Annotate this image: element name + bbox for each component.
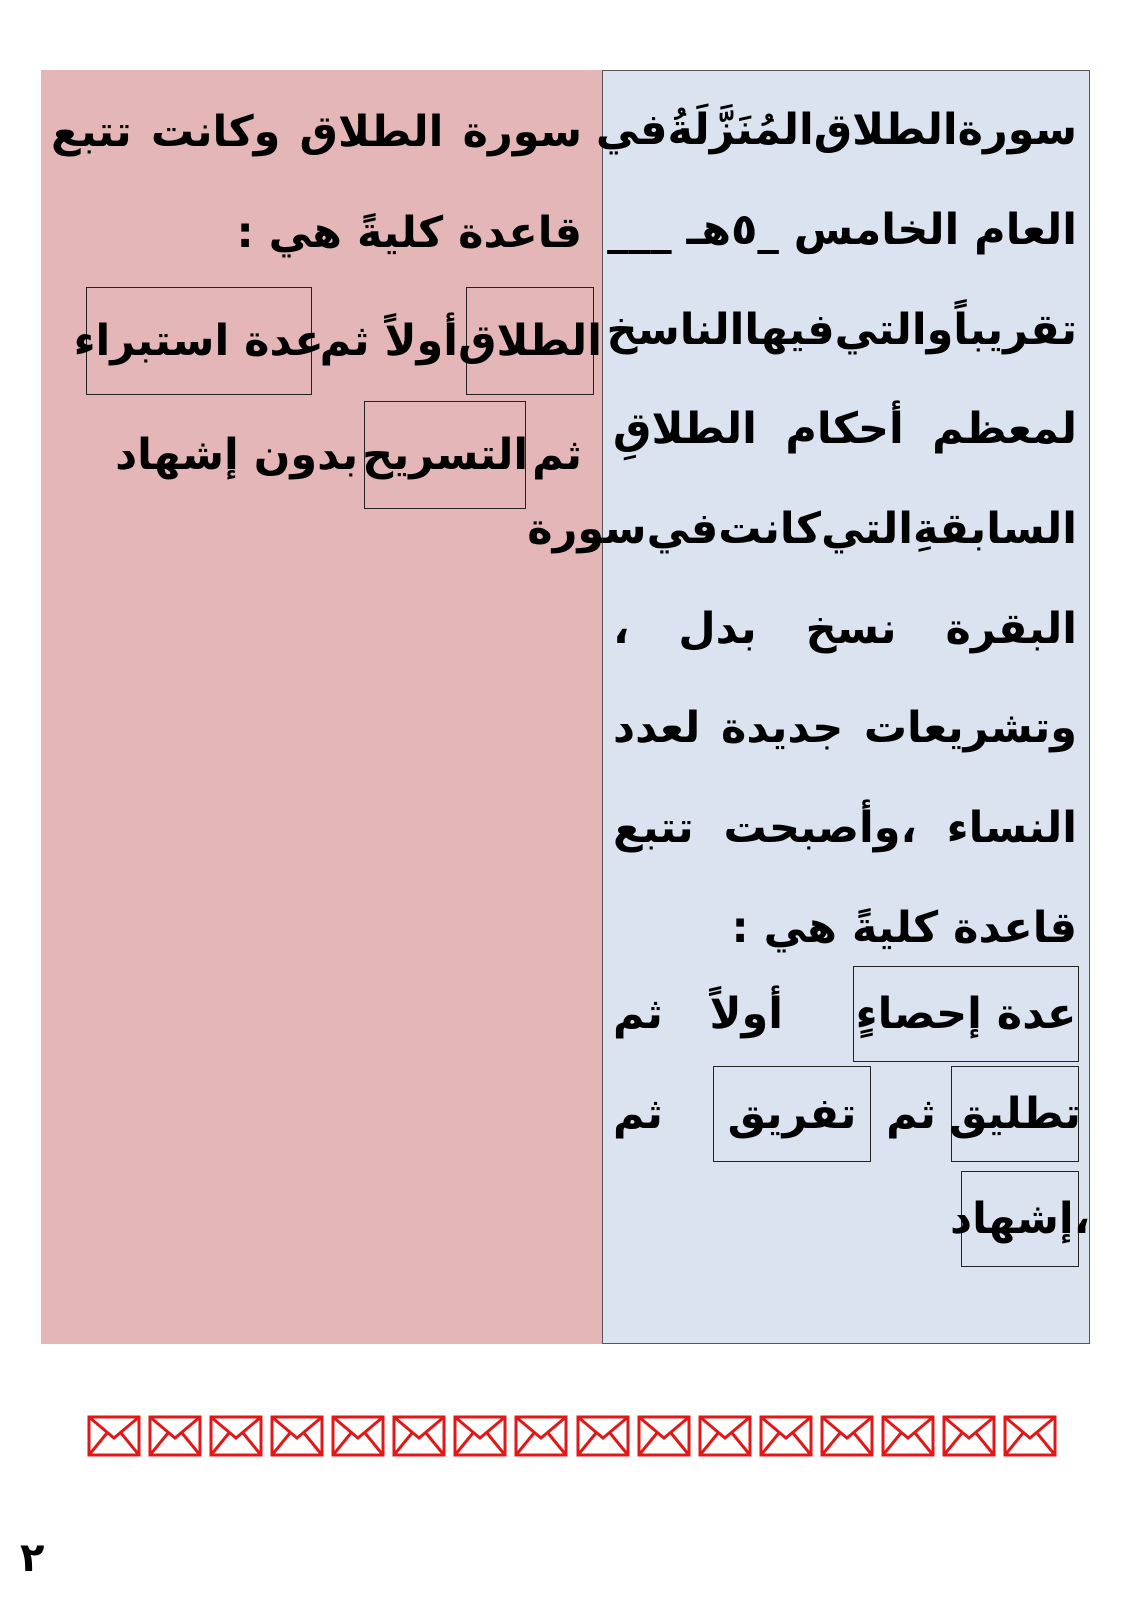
word: الطلاق <box>299 107 444 157</box>
envelope-icon <box>759 1414 813 1458</box>
line-text: أولاً ثم <box>319 315 458 366</box>
left-panel <box>41 70 602 1344</box>
word: في <box>595 105 668 155</box>
envelope-icon <box>820 1414 874 1458</box>
right-line-1 <box>595 105 1077 155</box>
word: ،وأصبحت <box>723 803 917 853</box>
word: نسخ <box>805 604 897 654</box>
right-line-9: قاعدة كليةً هي : <box>731 903 1077 953</box>
right-box-row-2 <box>613 1066 1079 1162</box>
word: النساء <box>946 803 1077 853</box>
right-line-6 <box>613 604 1077 654</box>
line-prefix: ثم <box>532 429 582 480</box>
envelope-icon <box>698 1414 752 1458</box>
left-line-1 <box>51 107 582 157</box>
middle-text: ثم <box>886 1088 936 1139</box>
word: أحكام <box>785 404 904 454</box>
word: لمعظم <box>932 404 1077 454</box>
word: وكانت <box>150 107 281 157</box>
word: تتبع <box>51 107 132 157</box>
envelope-icon <box>392 1414 446 1458</box>
boxed-term-ishhad: ،إشهاد <box>961 1171 1079 1267</box>
envelope-icon <box>942 1414 996 1458</box>
right-line-7 <box>613 703 1077 753</box>
word: كانت <box>718 504 822 554</box>
boxed-term-iddat-istibra: عدة استبراء <box>86 287 312 395</box>
right-line-4 <box>613 404 1077 454</box>
envelope-icon <box>637 1414 691 1458</box>
right-line-5 <box>527 504 1077 554</box>
boxed-term-tasrih: التسريح <box>364 401 526 509</box>
word: والتي <box>834 305 954 355</box>
word: الناسخ <box>606 305 745 355</box>
end-text: ثم <box>613 1088 663 1139</box>
word: بدل <box>678 604 757 654</box>
word: سورة <box>462 107 582 157</box>
word: وتشريعات <box>863 703 1077 753</box>
boxed-term-tafriq: تفريق <box>713 1066 871 1162</box>
word: سورة <box>527 504 647 554</box>
word: تقريباً <box>953 305 1077 355</box>
right-panel <box>527 70 1090 1344</box>
left-line-2: قاعدة كليةً هي : <box>236 208 582 258</box>
word: جديدة <box>720 703 844 753</box>
envelope-icon <box>881 1414 935 1458</box>
envelope-icon <box>576 1414 630 1458</box>
page-number: ٢ <box>20 1535 45 1581</box>
envelope-icon <box>514 1414 568 1458</box>
left-line-4 <box>115 400 582 510</box>
line-suffix: بدون إشهاد <box>115 429 359 480</box>
word: البقرة <box>945 604 1077 654</box>
envelope-icon <box>209 1414 263 1458</box>
boxed-term-tatliq: تطليق <box>951 1066 1079 1162</box>
right-box-row-3 <box>950 1171 1090 1267</box>
word: في <box>646 504 719 554</box>
right-box-row-1 <box>613 966 1079 1062</box>
word: المُنَزَّلَةُ <box>667 105 814 155</box>
right-line-3 <box>606 305 1077 355</box>
boxed-term-talaq: الطلاق <box>466 287 594 395</box>
right-line-8 <box>613 803 1077 853</box>
envelope-icon <box>87 1414 141 1458</box>
boxed-term-iddat-ihsa: عدة إحصاءٍ <box>853 966 1079 1062</box>
envelope-divider <box>87 1414 1057 1458</box>
word: أولاً <box>709 988 783 1039</box>
envelope-icon <box>331 1414 385 1458</box>
word: ، <box>613 604 630 654</box>
box-row-1-text <box>613 988 853 1039</box>
word: ثم <box>613 988 663 1039</box>
word: الطلاق <box>813 105 958 155</box>
word: فيها <box>744 305 835 355</box>
word: التي <box>821 504 914 554</box>
envelope-icon <box>453 1414 507 1458</box>
envelope-icon <box>270 1414 324 1458</box>
word: لعدد <box>613 703 701 753</box>
word: السابقةِ <box>913 504 1077 554</box>
envelope-icon <box>1003 1414 1057 1458</box>
word: سورة <box>957 105 1077 155</box>
word: الطلاقِ <box>613 404 757 454</box>
right-line-2: العام الخامس _٥هـ ___ <box>607 205 1077 255</box>
envelope-icon <box>148 1414 202 1458</box>
left-line-3 <box>51 286 602 396</box>
word: تتبع <box>613 803 694 853</box>
